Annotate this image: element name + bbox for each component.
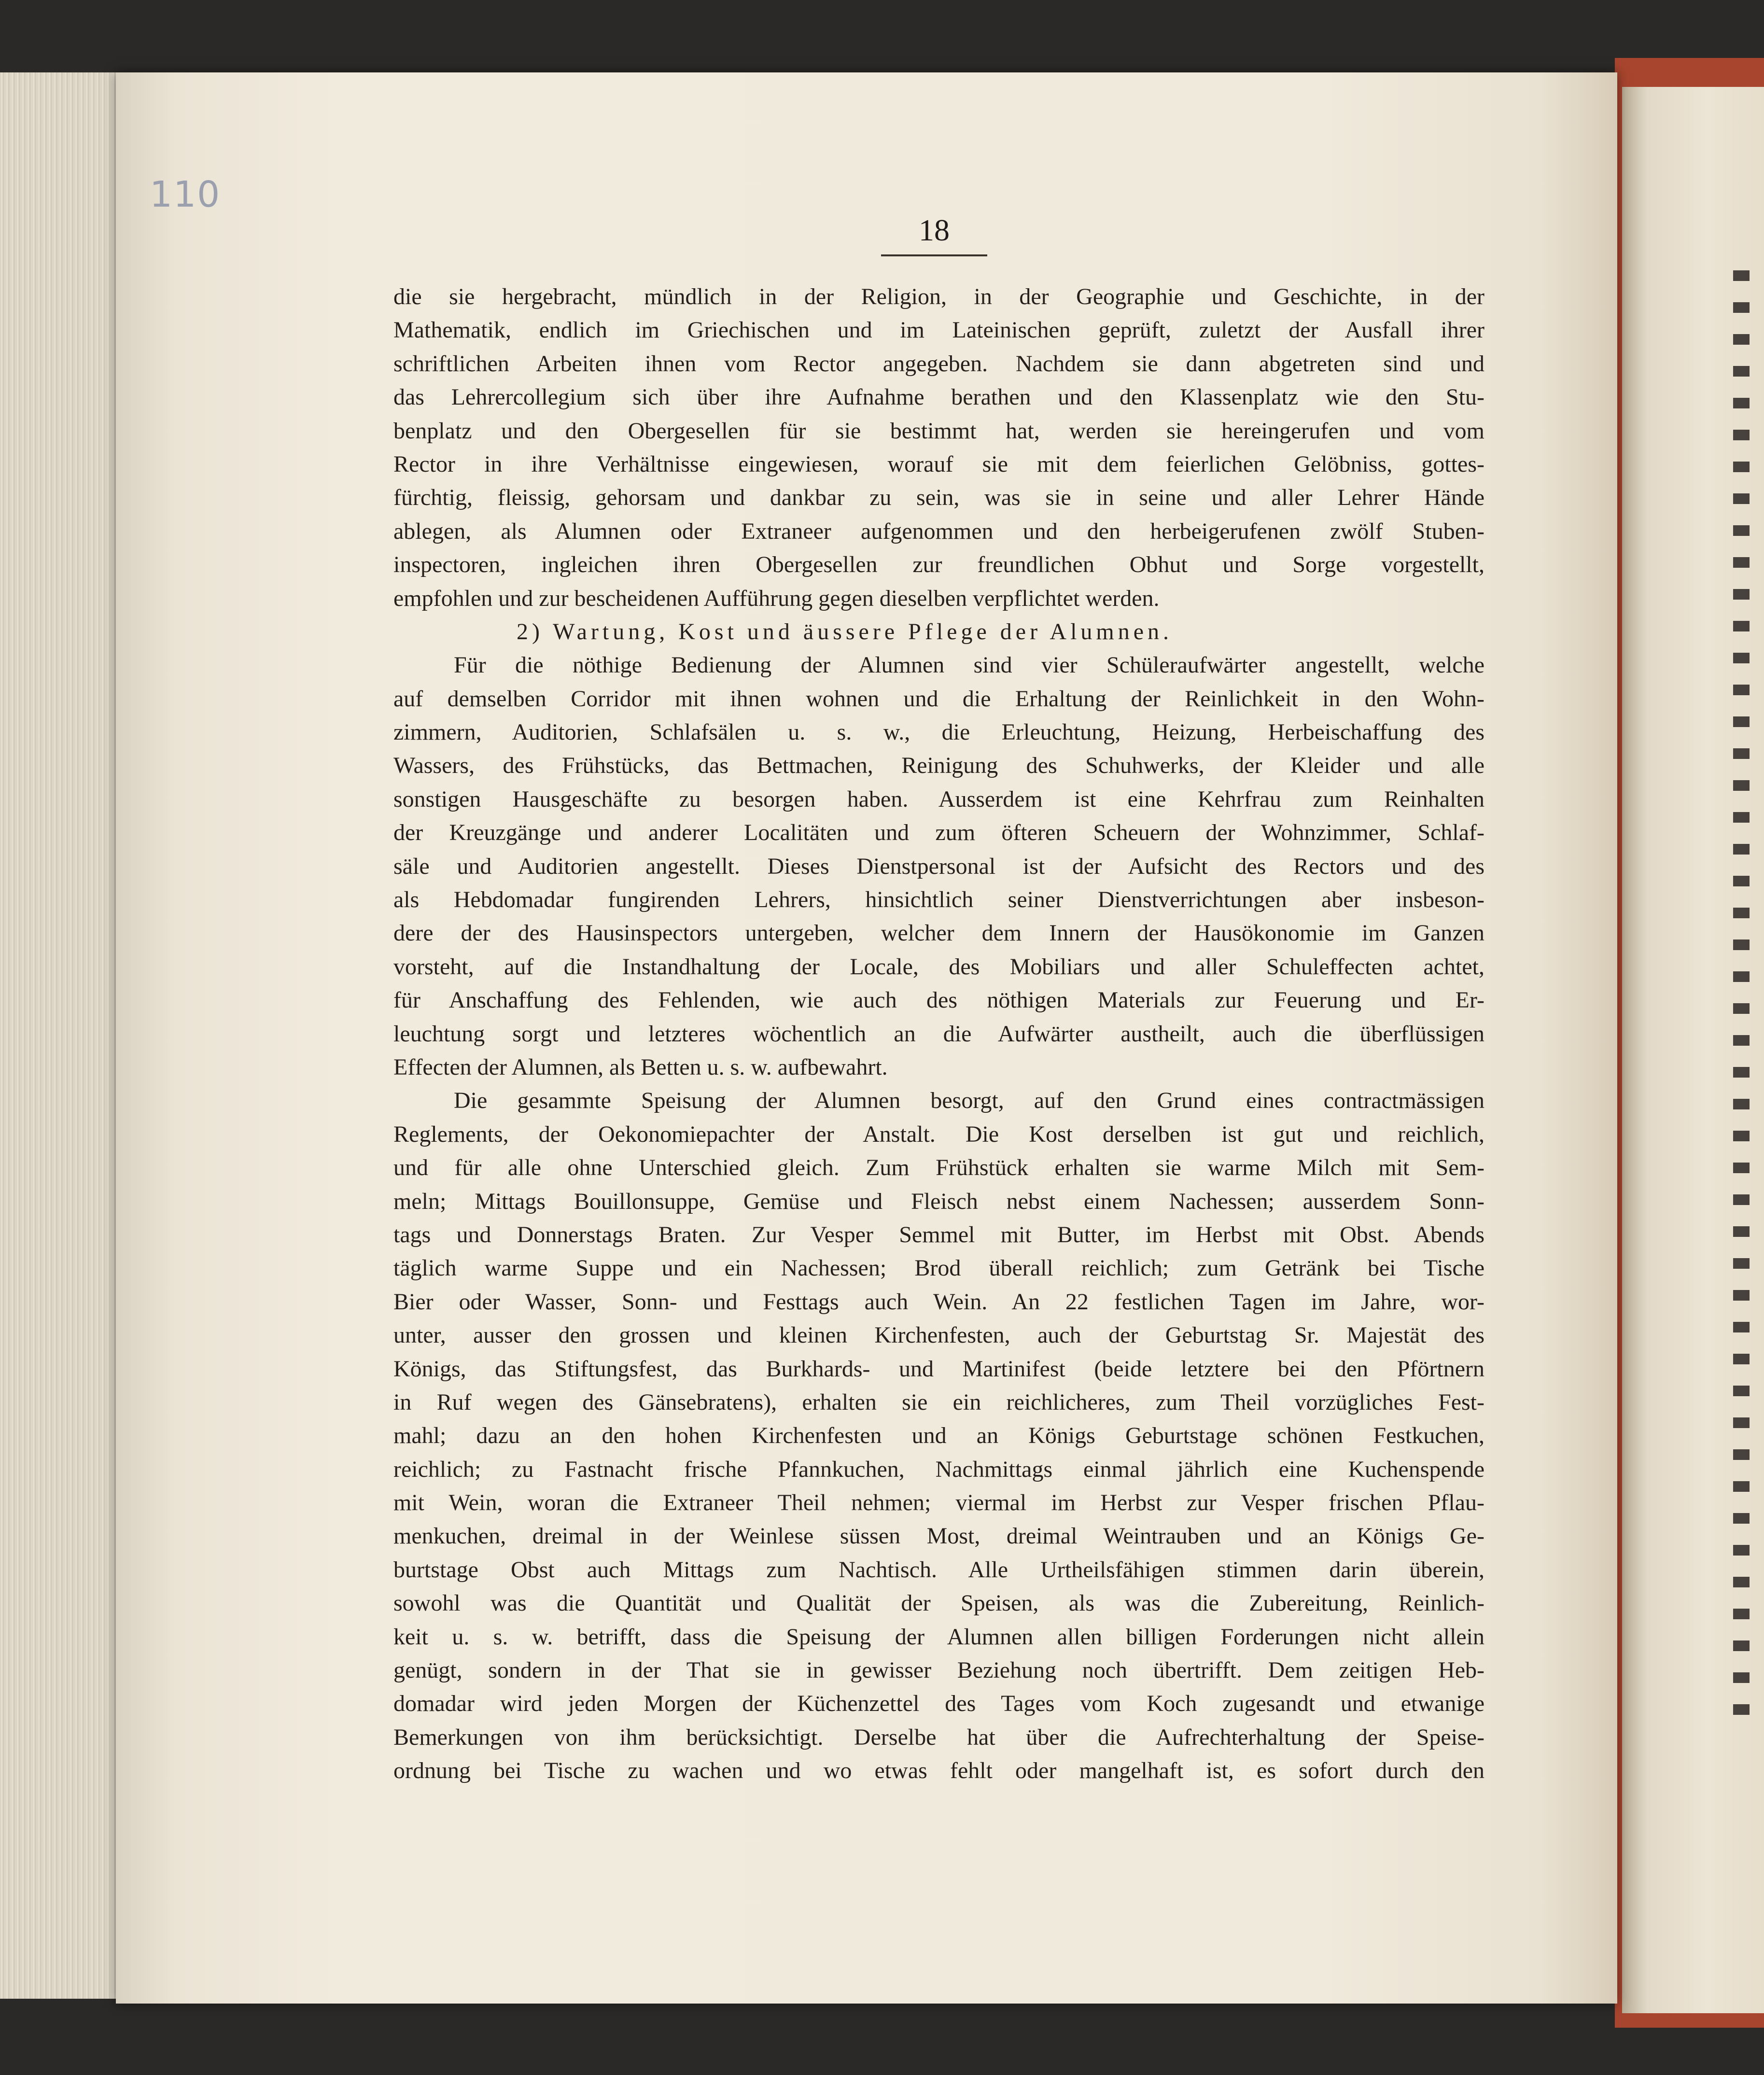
text-line: das Lehrercollegium sich über ihre Aufnahme berathen und den Klassenplatz wie den Stu- [393, 384, 1484, 410]
text-line: sowohl was die Quantität und Qualität der Speisen, als was die Zubereitung, Reinlich- [393, 1590, 1484, 1616]
text-line: domadar wird jeden Morgen der Küchenzettel des Tages vom Koch zugesandt und etwanige [393, 1691, 1484, 1717]
text-line: vorsteht, auf die Instandhaltung der Locale, des Mobiliars und aller Schuleffecten achtet, [393, 953, 1484, 980]
text-line: und für alle ohne Unterschied gleich. Zum Frühstück erhalten sie warme Milch mit Sem- [393, 1155, 1484, 1181]
text-line: fürchtig, fleissig, gehorsam und dankbar zu sein, was sie in seine und aller Lehrer Hände [393, 485, 1484, 511]
text-line: keit u. s. w. betrifft, dass die Speisung der Alumnen allen billigen Forderungen nicht allein [393, 1624, 1484, 1650]
text-line: Effecten der Alumnen, als Betten u. s. w. aufbewahrt. [393, 1054, 888, 1080]
text-line: Reglements, der Oekonomiepachter der Anstalt. Die Kost derselben ist gut und reichlich, [393, 1121, 1484, 1147]
facing-page-text-fragments [1733, 270, 1764, 1815]
text-line: reichlich; zu Fastnacht frische Pfannkuchen, Nachmittags einmal jährlich eine Kuchenspende [393, 1456, 1484, 1482]
text-line: ablegen, als Alumnen oder Extraneer aufgenommen und den herbeigerufenen zwölf Stuben- [393, 518, 1484, 544]
text-line: mahl; dazu an den hohen Kirchenfesten und an Königs Geburtstage schönen Festkuchen, [393, 1423, 1484, 1449]
section-heading: 2) Wartung, Kost und äussere Pflege der Alumnen. [517, 618, 1173, 645]
text-line: auf demselben Corridor mit ihnen wohnen und die Erhaltung der Reinlichkeit in den Wohn- [393, 686, 1484, 712]
page-edges-stack [0, 72, 126, 1999]
text-line: Mathematik, endlich im Griechischen und im Lateinischen geprüft, zuletzt der Ausfall ihrer [393, 317, 1484, 343]
page-number-rule [881, 254, 987, 256]
text-line: für Anschaffung des Fehlenden, wie auch des nöthigen Materials zur Feuerung und Er- [393, 987, 1484, 1013]
handwritten-folio-number: 110 [150, 174, 221, 215]
text-line: der Kreuzgänge und anderer Localitäten und zum öfteren Scheuern der Wohnzimmer, Schlaf- [393, 820, 1484, 846]
text-line: menkuchen, dreimal in der Weinlese süssen Most, dreimal Weintrauben und an Königs Ge- [393, 1523, 1484, 1549]
text-line: burtstage Obst auch Mittags zum Nachtisch. Alle Urtheilsfähigen stimmen darin überein, [393, 1556, 1484, 1583]
text-line: meln; Mittags Bouillonsuppe, Gemüse und Fleisch nebst einem Nachessen; ausserdem Sonn- [393, 1188, 1484, 1214]
text-line: benplatz und den Obergesellen für sie bestimmt hat, werden sie hereingerufen und vom [393, 418, 1484, 444]
text-line: tags und Donnerstags Braten. Zur Vesper Semmel mit Butter, im Herbst mit Obst. Abends [393, 1221, 1484, 1248]
text-line: mit Wein, woran die Extraneer Theil nehmen; viermal im Herbst zur Vesper frischen Pflau- [393, 1490, 1484, 1516]
text-line: unter, ausser den grossen und kleinen Kirchenfesten, auch der Geburtstag Sr. Majestät des [393, 1322, 1484, 1348]
text-line: Wassers, des Frühstücks, das Bettmachen, Reinigung des Schuhwerks, der Kleider und alle [393, 753, 1484, 779]
text-line: als Hebdomadar fungirenden Lehrers, hinsichtlich seiner Dienstverrichtungen aber insbeson- [393, 887, 1484, 913]
text-line: die sie hergebracht, mündlich in der Religion, in der Geographie und Geschichte, in der [393, 284, 1484, 309]
page-number: 18 [919, 213, 950, 247]
text-line: Bier oder Wasser, Sonn- und Festtags auch Wein. An 22 festlichen Tagen im Jahre, wor- [393, 1289, 1484, 1315]
body-text [393, 280, 1484, 1788]
text-line: zimmern, Auditorien, Schlafsälen u. s. w., die Erleuchtung, Heizung, Herbeischaffung des [393, 719, 1484, 745]
text-line: sonstigen Hausgeschäfte zu besorgen haben. Ausserdem ist eine Kehrfrau zum Reinhalten [393, 786, 1484, 812]
text-line: schriftlichen Arbeiten ihnen vom Rector angegeben. Nachdem sie dann abgetreten sind und [393, 351, 1484, 377]
text-line: inspectoren, ingleichen ihren Obergesellen zur freundlichen Obhut und Sorge vorgestellt, [393, 552, 1484, 578]
text-line: Bemerkungen von ihm berücksichtigt. Derselbe hat über die Aufrechterhaltung der Speise- [393, 1724, 1484, 1750]
text-line: empfohlen und zur bescheidenen Aufführung gegen dieselben verpflichtet werden. [393, 585, 1160, 611]
text-line: genügt, sondern in der That sie in gewisser Beziehung noch übertrifft. Dem zeitigen Heb- [393, 1657, 1484, 1683]
text-line: dere der des Hausinspectors untergeben, welcher dem Innern der Hausökonomie im Ganzen [393, 920, 1484, 946]
text-line: täglich warme Suppe und ein Nachessen; Brod überall reichlich; zum Getränk bei Tische [393, 1255, 1484, 1281]
text-line: leuchtung sorgt und letzteres wöchentlich an die Aufwärter austheilt, auch die überflüssigen [393, 1021, 1484, 1047]
text-line: in Ruf wegen des Gänsebratens), erhalten sie ein reichlicheres, zum Theil vorzügliches Fest- [393, 1389, 1484, 1415]
text-line: ordnung bei Tische zu wachen und wo etwas fehlt oder mangelhaft ist, es sofort durch den [393, 1758, 1484, 1784]
text-line: Rector in ihre Verhältnisse eingewiesen, worauf sie mit dem feierlichen Gelöbniss, gottes- [393, 451, 1484, 477]
text-line: Königs, das Stiftungsfest, das Burkhards- und Martinifest (beide letztere bei den Pförtnern [393, 1356, 1484, 1382]
text-line: Die gesammte Speisung der Alumnen besorgt, auf den Grund eines contractmässigen [454, 1088, 1484, 1114]
text-line: säle und Auditorien angestellt. Dieses Dienstpersonal ist der Aufsicht des Rectors und des [393, 853, 1484, 879]
text-line: Für die nöthige Bedienung der Alumnen sind vier Schüleraufwärter angestellt, welche [454, 652, 1484, 678]
